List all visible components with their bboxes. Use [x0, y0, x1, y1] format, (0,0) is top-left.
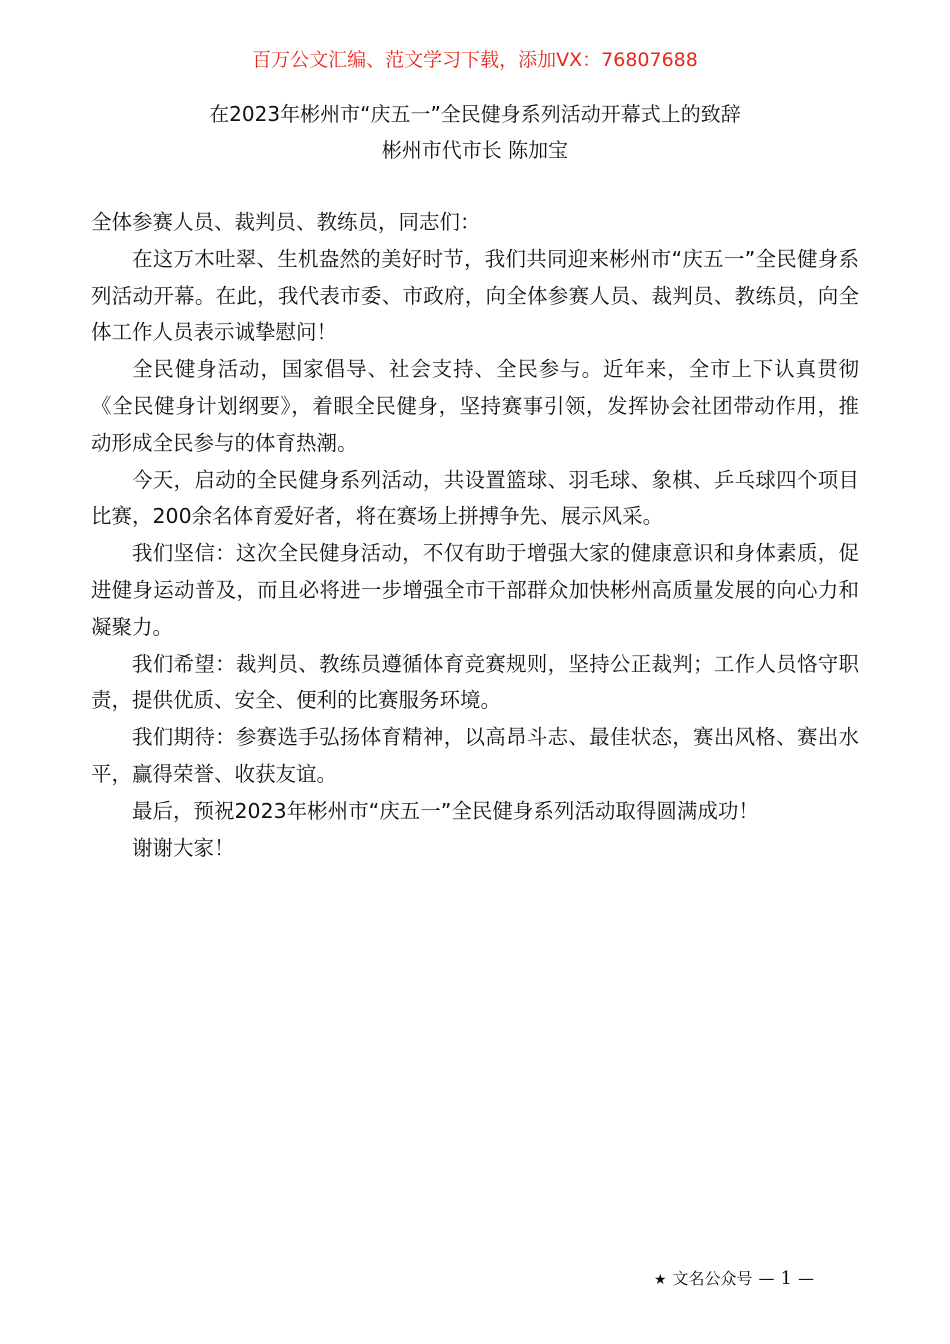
paragraph-opening: 在这万木吐翠、生机盎然的美好时节，我们共同迎来彬州市“庆五一”全民健身系列活动开幕。在此，我代表市委、市政府，向全体参赛人员、裁判员、教练员，向全体工作人员表示诚挚慰问！ — [91, 246, 859, 345]
footer-dash-left: — — [758, 1269, 775, 1288]
footer-brand: 文名公众号 — [672, 1269, 753, 1288]
document-title: 在2023年彬州市“庆五一”全民健身系列活动开幕式上的致辞 — [209, 102, 741, 126]
footer-dash-right: — — [798, 1269, 814, 1288]
paragraph-we-believe: 我们坚信：这次全民健身活动，不仅有助于增强大家的健康意识和身体素质，促进健身运动普及，而且必将进一步增强全市干部群众加快彬州高质量发展的向心力和凝聚力。 — [91, 541, 859, 639]
paragraph-thanks: 谢谢大家！ — [132, 835, 235, 860]
paragraph-events: 今天，启动的全民健身系列活动，共设置篮球、羽毛球、象棋、乒乓球四个项目比赛，200余名体育爱好者，将在赛场上拼搏争先、展示风采。 — [91, 467, 859, 529]
page-number: 1 — [780, 1268, 792, 1289]
header-banner: 百万公文汇编、范文学习下载，添加VX：76807688 — [252, 49, 698, 71]
speech-body — [91, 204, 859, 866]
title-block — [0, 96, 950, 168]
paragraph-we-hope: 我们希望：裁判员、教练员遵循体育竞赛规则，坚持公正裁判；工作人员恪守职责，提供优质、安全、便利的比赛服务环境。 — [91, 651, 859, 713]
document-author: 彬州市代市长 陈加宝 — [381, 138, 569, 162]
paragraph-we-expect: 我们期待：参赛选手弘扬体育精神，以高昂斗志、最佳状态，赛出风格、赛出水平，赢得荣誉、收获友谊。 — [91, 725, 859, 786]
paragraph-national-fitness: 全民健身活动，国家倡导、社会支持、全民参与。近年来，全市上下认真贯彻《全民健身计划纲要》，着眼全民健身，坚持赛事引领，发挥协会社团带动作用，推动形成全民参与的体育热潮。 — [91, 357, 859, 455]
page-footer — [654, 1266, 820, 1293]
paragraph-closing-wish: 最后，预祝2023年彬州市“庆五一”全民健身系列活动取得圆满成功！ — [132, 798, 759, 823]
star-icon: ★ — [653, 1272, 667, 1288]
salutation: 全体参赛人员、裁判员、教练员，同志们： — [91, 210, 481, 234]
